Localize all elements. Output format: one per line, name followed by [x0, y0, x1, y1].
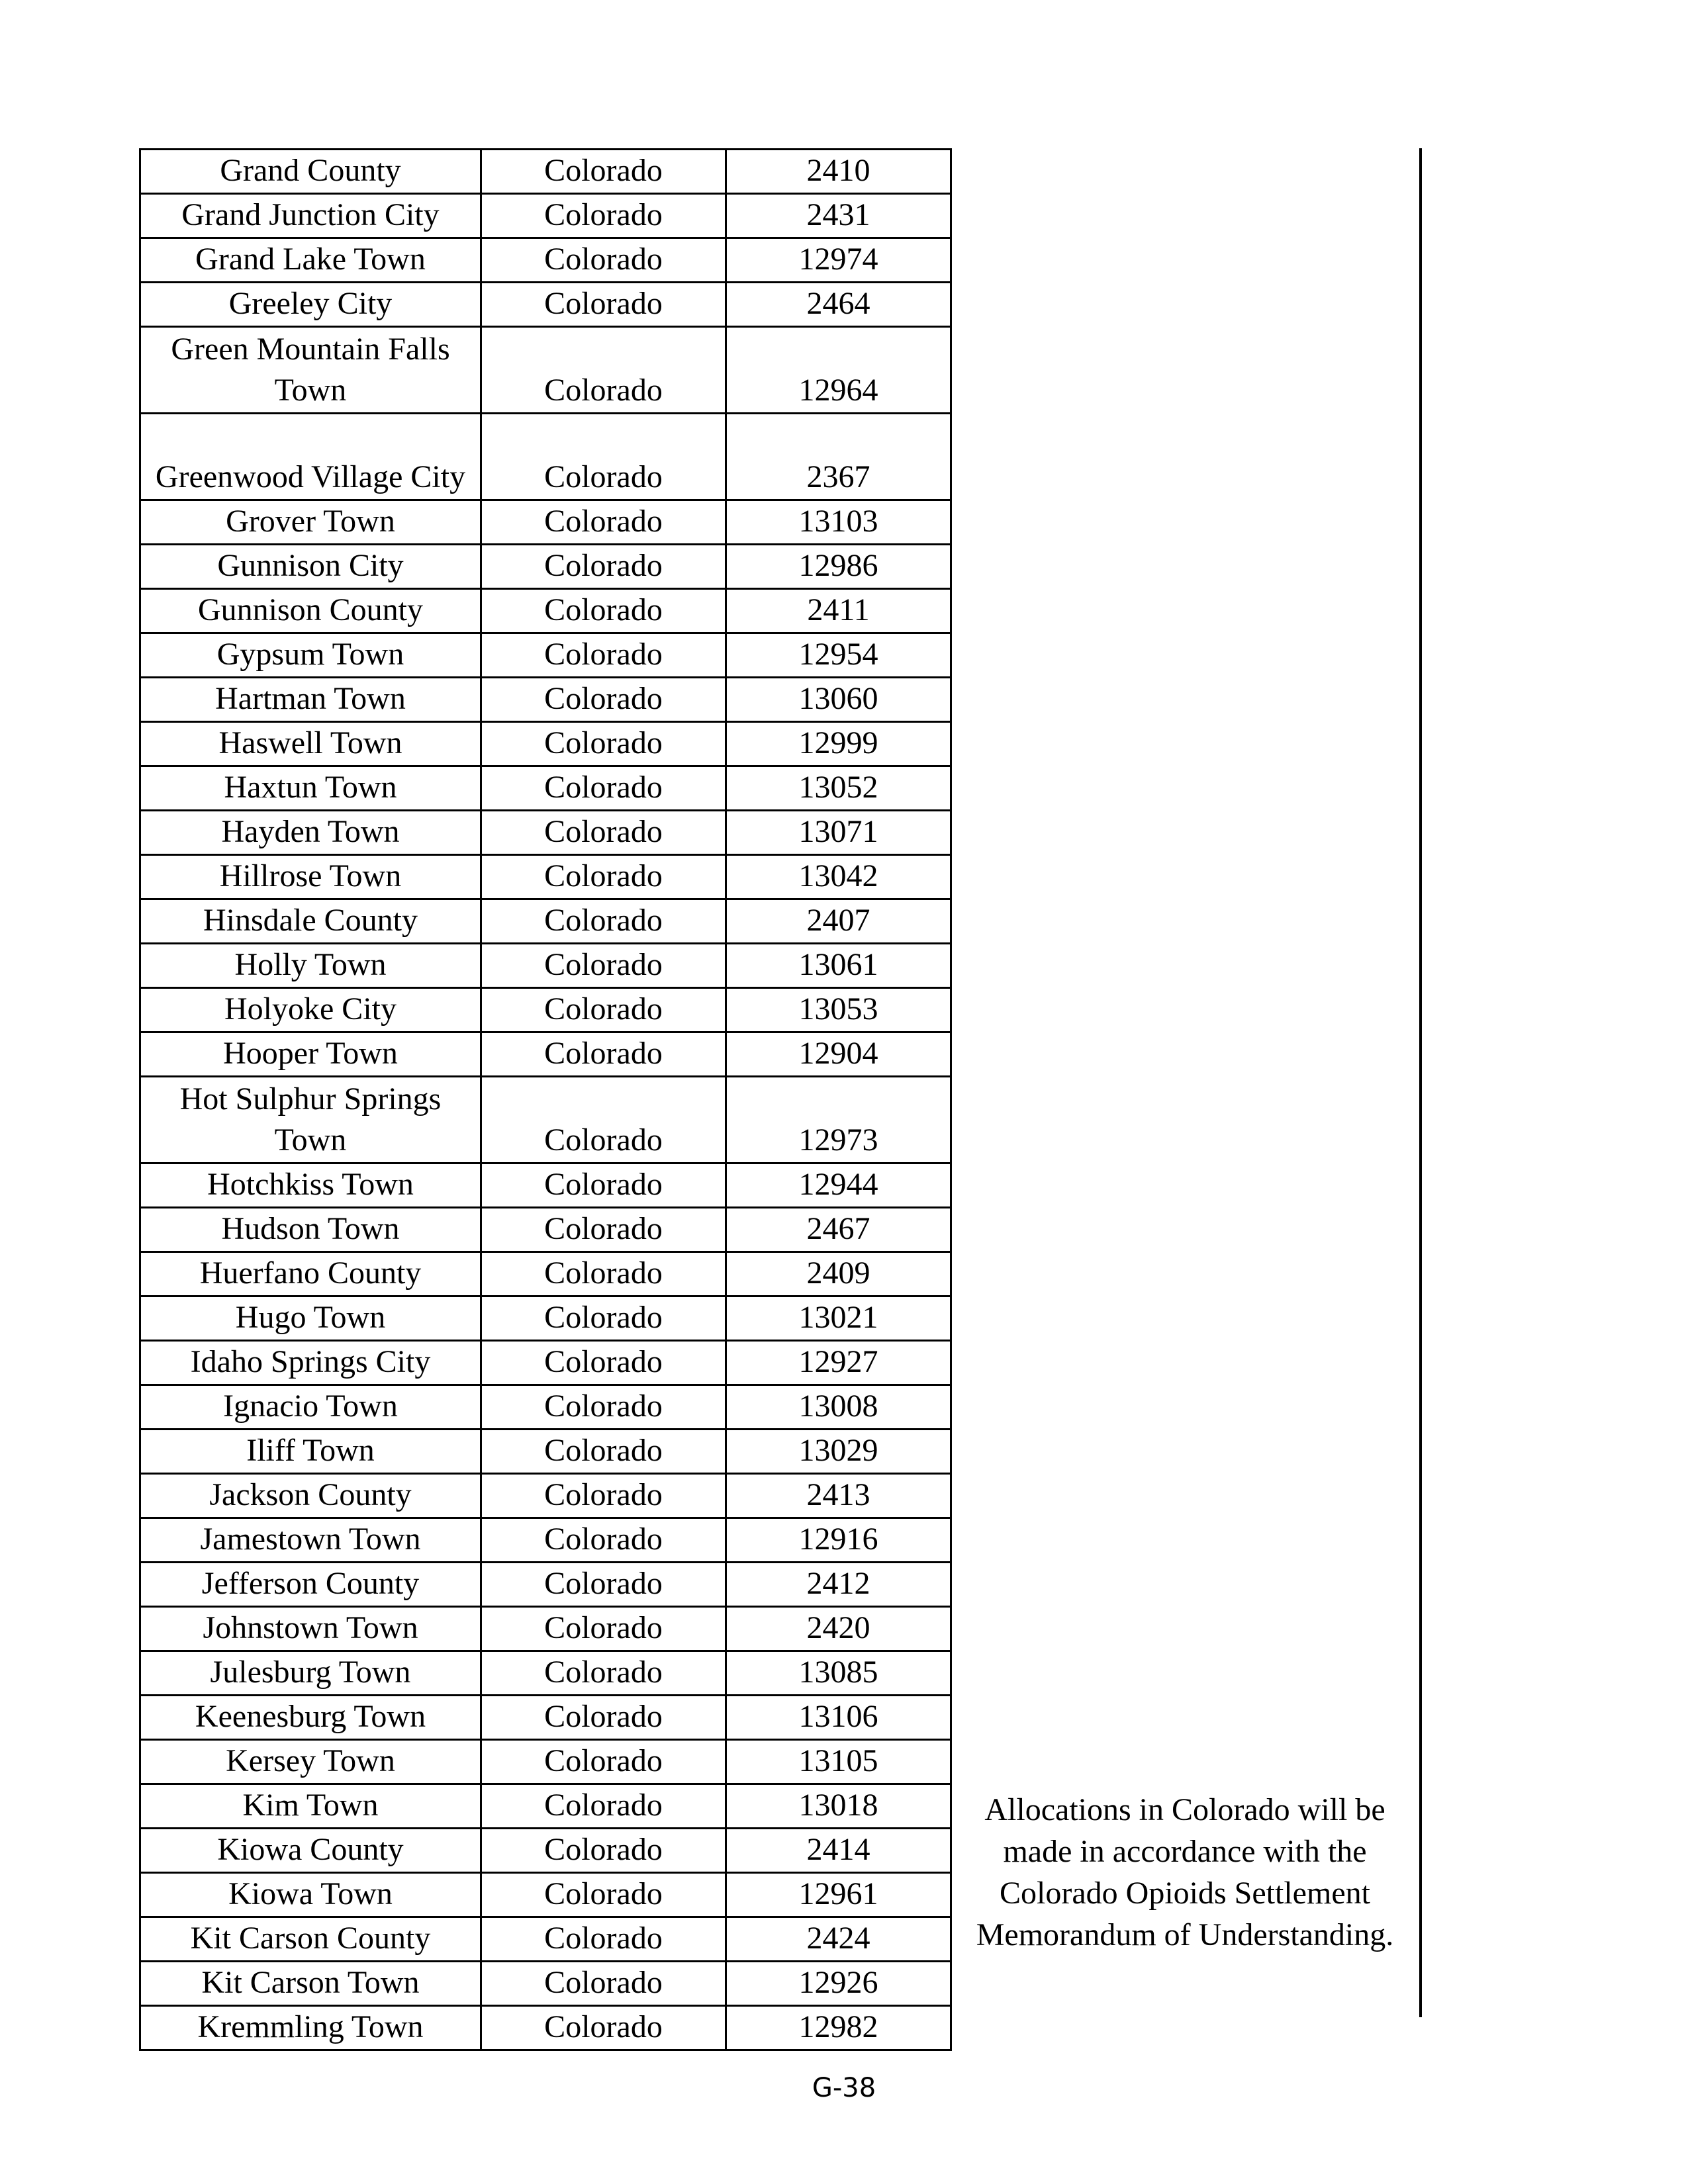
table-row [140, 500, 951, 545]
jurisdiction-cell: Jamestown Town [140, 1518, 481, 1563]
allocation-note [953, 1789, 1417, 1956]
state-cell: Colorado [481, 1430, 726, 1474]
id-cell: 13061 [726, 944, 951, 988]
table-row [140, 1032, 951, 1077]
id-cell: 13053 [726, 988, 951, 1032]
id-cell: 12926 [726, 1962, 951, 2006]
state-cell: Colorado [481, 1341, 726, 1385]
id-cell: 2413 [726, 1474, 951, 1518]
page-number: G-38 [812, 2073, 876, 2103]
state-cell: Colorado [481, 988, 726, 1032]
id-cell: 2412 [726, 1563, 951, 1607]
jurisdiction-cell: Green Mountain Falls Town [140, 327, 481, 414]
state-cell: Colorado [481, 1208, 726, 1252]
table-row [140, 283, 951, 327]
table-row [140, 988, 951, 1032]
table-row [140, 1252, 951, 1297]
table-row [140, 766, 951, 811]
jurisdiction-cell: Julesburg Town [140, 1651, 481, 1696]
id-cell: 2407 [726, 899, 951, 944]
id-cell: 2424 [726, 1917, 951, 1962]
table-row [140, 545, 951, 589]
state-cell: Colorado [481, 722, 726, 766]
table-row [140, 1563, 951, 1607]
jurisdiction-cell: Iliff Town [140, 1430, 481, 1474]
state-cell: Colorado [481, 1962, 726, 2006]
jurisdiction-cell: Hinsdale County [140, 899, 481, 944]
table-row [140, 1208, 951, 1252]
vertical-divider [1419, 148, 1422, 2017]
jurisdiction-cell: Gunnison City [140, 545, 481, 589]
state-cell: Colorado [481, 1385, 726, 1430]
table-row [140, 2006, 951, 2050]
state-cell: Colorado [481, 1829, 726, 1873]
state-cell: Colorado [481, 1563, 726, 1607]
state-cell: Colorado [481, 1873, 726, 1917]
table-row [140, 1651, 951, 1696]
id-cell: 13103 [726, 500, 951, 545]
state-cell: Colorado [481, 327, 726, 414]
id-cell: 12961 [726, 1873, 951, 1917]
jurisdiction-cell: Hudson Town [140, 1208, 481, 1252]
table-row [140, 1784, 951, 1829]
jurisdiction-cell: Greeley City [140, 283, 481, 327]
table-row [140, 1163, 951, 1208]
id-cell: 2367 [726, 414, 951, 500]
id-cell: 13008 [726, 1385, 951, 1430]
note-line: Allocations in Colorado will be [984, 1792, 1385, 1827]
table-row [140, 1474, 951, 1518]
jurisdiction-cell: Gypsum Town [140, 633, 481, 678]
state-cell: Colorado [481, 150, 726, 194]
id-cell: 12964 [726, 327, 951, 414]
jurisdiction-cell: Holly Town [140, 944, 481, 988]
table-row [140, 944, 951, 988]
jurisdiction-cell: Hotchkiss Town [140, 1163, 481, 1208]
state-cell: Colorado [481, 1740, 726, 1784]
state-cell: Colorado [481, 1784, 726, 1829]
id-cell: 12999 [726, 722, 951, 766]
table-row [140, 1077, 951, 1163]
id-cell: 12904 [726, 1032, 951, 1077]
state-cell: Colorado [481, 1917, 726, 1962]
allocation-table [139, 148, 952, 2051]
jurisdiction-cell: Hayden Town [140, 811, 481, 855]
id-cell: 2420 [726, 1607, 951, 1651]
table-row [140, 722, 951, 766]
id-cell: 13105 [726, 1740, 951, 1784]
note-line: Colorado Opioids Settlement [1000, 1876, 1370, 1911]
state-cell: Colorado [481, 283, 726, 327]
table-row [140, 1873, 951, 1917]
id-cell: 13060 [726, 678, 951, 722]
state-cell: Colorado [481, 1607, 726, 1651]
table-row [140, 633, 951, 678]
jurisdiction-cell: Hartman Town [140, 678, 481, 722]
id-cell: 12973 [726, 1077, 951, 1163]
id-cell: 13106 [726, 1696, 951, 1740]
jurisdiction-cell: Kiowa Town [140, 1873, 481, 1917]
table-row [140, 414, 951, 500]
jurisdiction-cell: Haswell Town [140, 722, 481, 766]
table-row [140, 194, 951, 238]
table-row [140, 238, 951, 283]
id-cell: 13021 [726, 1297, 951, 1341]
id-cell: 13042 [726, 855, 951, 899]
state-cell: Colorado [481, 766, 726, 811]
id-cell: 12916 [726, 1518, 951, 1563]
table-row [140, 327, 951, 414]
state-cell: Colorado [481, 1163, 726, 1208]
jurisdiction-cell: Grand Junction City [140, 194, 481, 238]
jurisdiction-cell: Hooper Town [140, 1032, 481, 1077]
table-row [140, 1518, 951, 1563]
state-cell: Colorado [481, 1651, 726, 1696]
state-cell: Colorado [481, 944, 726, 988]
state-cell: Colorado [481, 1032, 726, 1077]
state-cell: Colorado [481, 678, 726, 722]
jurisdiction-cell: Kit Carson County [140, 1917, 481, 1962]
jurisdiction-cell: Haxtun Town [140, 766, 481, 811]
jurisdiction-cell: Grover Town [140, 500, 481, 545]
jurisdiction-cell: Holyoke City [140, 988, 481, 1032]
id-cell: 12954 [726, 633, 951, 678]
state-cell: Colorado [481, 194, 726, 238]
state-cell: Colorado [481, 500, 726, 545]
note-line: made in accordance with the [1003, 1834, 1367, 1869]
id-cell: 13052 [726, 766, 951, 811]
state-cell: Colorado [481, 238, 726, 283]
jurisdiction-cell: Hot Sulphur Springs Town [140, 1077, 481, 1163]
table-row [140, 1740, 951, 1784]
table-row [140, 1962, 951, 2006]
table-row [140, 1607, 951, 1651]
id-cell: 2411 [726, 589, 951, 633]
table-row [140, 1829, 951, 1873]
table-row [140, 855, 951, 899]
table-row [140, 1430, 951, 1474]
id-cell: 13071 [726, 811, 951, 855]
state-cell: Colorado [481, 1696, 726, 1740]
table-row [140, 589, 951, 633]
table-row [140, 678, 951, 722]
state-cell: Colorado [481, 633, 726, 678]
state-cell: Colorado [481, 899, 726, 944]
state-cell: Colorado [481, 855, 726, 899]
jurisdiction-cell: Hugo Town [140, 1297, 481, 1341]
jurisdiction-cell: Hillrose Town [140, 855, 481, 899]
table-row [140, 1297, 951, 1341]
note-line: Memorandum of Understanding. [976, 1917, 1394, 1952]
state-cell: Colorado [481, 414, 726, 500]
jurisdiction-cell: Grand County [140, 150, 481, 194]
jurisdiction-cell: Johnstown Town [140, 1607, 481, 1651]
id-cell: 13085 [726, 1651, 951, 1696]
jurisdiction-cell: Gunnison County [140, 589, 481, 633]
id-cell: 2467 [726, 1208, 951, 1252]
jurisdiction-cell: Huerfano County [140, 1252, 481, 1297]
state-cell: Colorado [481, 1077, 726, 1163]
jurisdiction-cell: Kiowa County [140, 1829, 481, 1873]
state-cell: Colorado [481, 1297, 726, 1341]
state-cell: Colorado [481, 811, 726, 855]
table-row [140, 811, 951, 855]
id-cell: 12927 [726, 1341, 951, 1385]
id-cell: 12982 [726, 2006, 951, 2050]
jurisdiction-cell: Kremmling Town [140, 2006, 481, 2050]
id-cell: 2431 [726, 194, 951, 238]
id-cell: 12974 [726, 238, 951, 283]
table-body [140, 150, 951, 2050]
jurisdiction-cell: Jackson County [140, 1474, 481, 1518]
state-cell: Colorado [481, 1474, 726, 1518]
id-cell: 12944 [726, 1163, 951, 1208]
id-cell: 2464 [726, 283, 951, 327]
table-row [140, 1385, 951, 1430]
table-row [140, 1341, 951, 1385]
id-cell: 2414 [726, 1829, 951, 1873]
jurisdiction-cell: Jefferson County [140, 1563, 481, 1607]
jurisdiction-cell: Idaho Springs City [140, 1341, 481, 1385]
state-cell: Colorado [481, 2006, 726, 2050]
table-row [140, 1917, 951, 1962]
jurisdiction-cell: Keenesburg Town [140, 1696, 481, 1740]
jurisdiction-cell: Kersey Town [140, 1740, 481, 1784]
jurisdiction-cell: Kit Carson Town [140, 1962, 481, 2006]
jurisdiction-cell: Ignacio Town [140, 1385, 481, 1430]
id-cell: 13018 [726, 1784, 951, 1829]
jurisdiction-cell: Kim Town [140, 1784, 481, 1829]
jurisdiction-cell: Grand Lake Town [140, 238, 481, 283]
table-row [140, 1696, 951, 1740]
id-cell: 2410 [726, 150, 951, 194]
state-cell: Colorado [481, 589, 726, 633]
jurisdiction-cell: Greenwood Village City [140, 414, 481, 500]
state-cell: Colorado [481, 1518, 726, 1563]
state-cell: Colorado [481, 1252, 726, 1297]
id-cell: 13029 [726, 1430, 951, 1474]
id-cell: 12986 [726, 545, 951, 589]
table-row [140, 899, 951, 944]
id-cell: 2409 [726, 1252, 951, 1297]
state-cell: Colorado [481, 545, 726, 589]
table-row [140, 150, 951, 194]
